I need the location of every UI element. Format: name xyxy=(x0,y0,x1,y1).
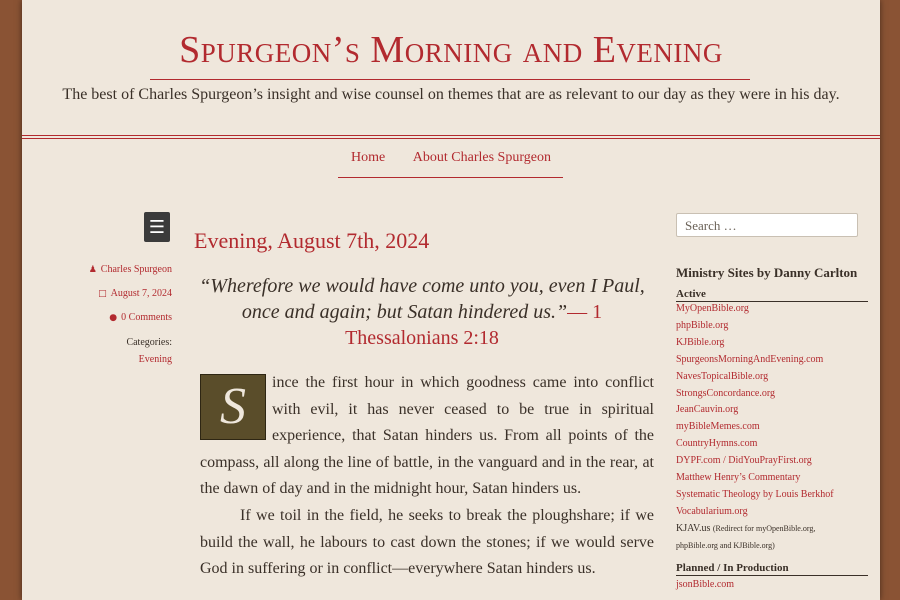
comment-icon: ● xyxy=(109,313,118,323)
scripture-quote xyxy=(197,273,647,351)
verse-text: “Wherefore we would have come unto you, even I Paul, once and again; but Satan hindered us.” xyxy=(199,275,645,323)
search-input[interactable]: Search … xyxy=(676,213,858,237)
site-link[interactable]: Systematic Theology by Louis Berkhof xyxy=(676,488,834,500)
menu-toggle-button[interactable] xyxy=(144,212,170,242)
category-link[interactable]: Evening xyxy=(138,354,172,365)
section-planned: Planned / In Production xyxy=(676,562,868,576)
nav-divider xyxy=(338,177,563,178)
site-tagline: The best of Charles Spurgeon’s insight and wise counsel on themes that are as relevant to our day as they were in his day. xyxy=(62,86,840,103)
site-link[interactable]: KJAV.us xyxy=(676,522,711,534)
hamburger-icon: ☰ xyxy=(148,216,166,238)
post-title[interactable]: Evening, August 7th, 2024 xyxy=(194,228,430,253)
post-content xyxy=(200,370,654,583)
main-nav xyxy=(22,150,880,166)
site-link[interactable]: MyOpenBible.org xyxy=(676,303,749,314)
header-divider xyxy=(22,135,880,139)
section-active: Active xyxy=(676,288,868,302)
dropcap-letter: S xyxy=(200,374,266,440)
user-icon: ♟ xyxy=(88,265,97,275)
comments-text[interactable]: 0 Comments xyxy=(121,312,172,323)
site-link[interactable]: KJBible.org xyxy=(676,336,725,348)
site-link[interactable]: phpBible.org xyxy=(676,319,729,331)
post-comments[interactable] xyxy=(72,312,172,323)
site-link[interactable]: StrongsConcordance.org xyxy=(676,387,775,399)
calendar-icon: □ xyxy=(98,289,107,299)
paragraph: If we toil in the field, he seeks to break the ploughshare; if we build the wall, he labours to cast down the stones; if we would serve God in suffering or in conflict—everywhere Satan hinders us. xyxy=(200,506,654,578)
nav-home[interactable]: Home xyxy=(351,150,386,165)
page xyxy=(22,0,880,600)
site-link[interactable]: JeanCauvin.org xyxy=(676,404,739,416)
site-link[interactable]: CountryHymns.com xyxy=(676,438,758,450)
site-link[interactable]: Matthew Henry’s Commentary xyxy=(676,472,801,484)
nav-about[interactable]: About Charles Spurgeon xyxy=(412,150,551,165)
site-link[interactable]: DYPF.com / DidYouPrayFirst.org xyxy=(676,455,812,467)
site-link[interactable]: myBibleMemes.com xyxy=(676,421,760,433)
widget-title: Ministry Sites by Danny Carlton xyxy=(676,265,858,280)
site-link[interactable]: SpurgeonsMorningAndEvening.com xyxy=(676,353,824,365)
site-link[interactable]: jsonBible.com xyxy=(676,579,735,590)
categories-label: Categories: xyxy=(126,337,172,348)
title-divider xyxy=(150,79,750,80)
active-links-list xyxy=(676,301,876,555)
planned-links-list xyxy=(676,577,876,594)
author-name[interactable]: Charles Spurgeon xyxy=(100,264,172,275)
post-date[interactable] xyxy=(72,288,172,299)
kjav-entry xyxy=(676,521,876,538)
verse-ref-part2[interactable]: Thessalonians 2:18 xyxy=(345,327,499,349)
kjav-note-cont: phpBible.org and KJBible.org) xyxy=(676,540,775,550)
verse-ref-part1[interactable]: — 1 xyxy=(567,301,603,323)
post-author[interactable] xyxy=(72,264,172,275)
date-text[interactable]: August 7, 2024 xyxy=(110,288,172,299)
paragraph xyxy=(200,370,654,503)
paragraph-1-text: ince the first hour in which goodness came into conflict with evil, it has never ceased to be true in spiritual experience, that Satan hinders us. From all points of the compass, all along the line of battle, in the vanguard and in the rear, at the dawn of day and in the midnight hour, Satan hinders us. xyxy=(200,374,654,498)
site-link[interactable]: NavesTopicalBible.org xyxy=(676,370,769,382)
site-title[interactable]: Spurgeon’s Morning and Evening xyxy=(179,29,723,71)
site-link[interactable]: Vocabularium.org xyxy=(676,505,748,517)
kjav-note: (Redirect for myOpenBible.org, xyxy=(712,523,816,533)
